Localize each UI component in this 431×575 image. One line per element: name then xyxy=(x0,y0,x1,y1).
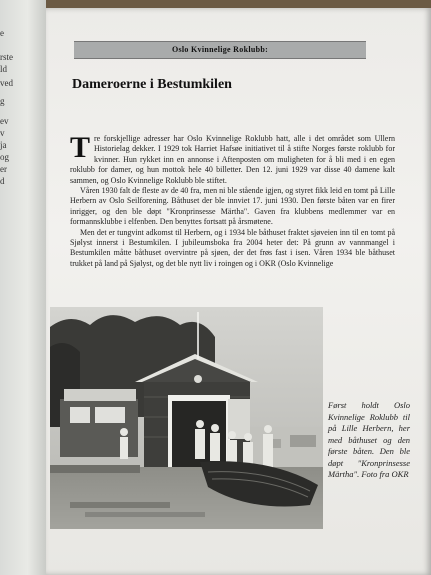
paragraph xyxy=(70,131,395,186)
article-body xyxy=(70,131,395,269)
facing-page-text: d xyxy=(0,176,5,186)
facing-page-text: ved xyxy=(0,78,13,88)
book-page xyxy=(46,8,431,575)
facing-page-text: v xyxy=(0,128,5,138)
facing-page-text: ja xyxy=(0,140,7,150)
section-header: Oslo Kvinnelige Roklubb: xyxy=(74,41,366,59)
article-title: Dameroerne i Bestumkilen xyxy=(72,77,232,92)
facing-page-text: e xyxy=(0,28,4,38)
boathouse-photo xyxy=(50,307,323,529)
facing-page xyxy=(0,0,46,575)
drop-cap: T xyxy=(70,131,91,164)
photo-caption: Først holdt Oslo Kvinnelige Roklubb til på Lille Herbern, her med båthuset og den første båten. Den ble døpt "Kronprinsesse Märtha". Foto fra OKR xyxy=(328,400,410,479)
facing-page-text: ev xyxy=(0,116,9,126)
paragraph: Våren 1930 falt de fleste av de 40 fra, men ni ble stående igjen, og styret fikk leid en tomt på Lille Herbern av Oslo Seilforening. Båthuset der ble innviet 17. juni 1930. Den første båten var en firer inrigger, og den ble døpt "Kronprinsesse Märtha". Gaven fra klubbens medlemmer var en formannsklubbe i elfenben. Den benyttes fortsatt på årsmøtene. xyxy=(70,186,395,227)
facing-page-text: rste xyxy=(0,52,13,62)
facing-page-text: ld xyxy=(0,64,8,74)
paragraph-text: re forskjellige adresser har Oslo Kvinnelige Roklubb hatt, alle i det området som Ullern Historielag dekker. I 1929 tok Harriet Hafsøe initiativet til å stifte Norges første roklubb for kvinner. Hun rykket inn en annonse i Aftenposten om muligheten for å bli med i en egen roklubb for damer, og hun mottok hele 40 billetter. Den 12. juni 1929 var disse 40 damene kalt sammen, og Oslo Kvinnelige Roklubb ble stiftet. xyxy=(70,134,395,185)
facing-page-text: er xyxy=(0,164,7,174)
paragraph: Men det er tungvint adkomst til Herbern, og i 1934 ble båthuset fraktet sjøveien inn til en tomt på Sjølyst innerst i Bestumkilen. I jubileumsboka fra 2004 heter det: På grunn av vannmangel i Bestumkilen måtte båthuset overvintre på sjøen, der det frøs fast i isen. Våren 1934 ble båthuset trukket på land på Sjølyst, og det ble nytt liv i roingen og i OKR (Oslo Kvinnelige xyxy=(70,227,395,268)
facing-page-text: og xyxy=(0,152,9,162)
facing-page-text: g xyxy=(0,96,5,106)
